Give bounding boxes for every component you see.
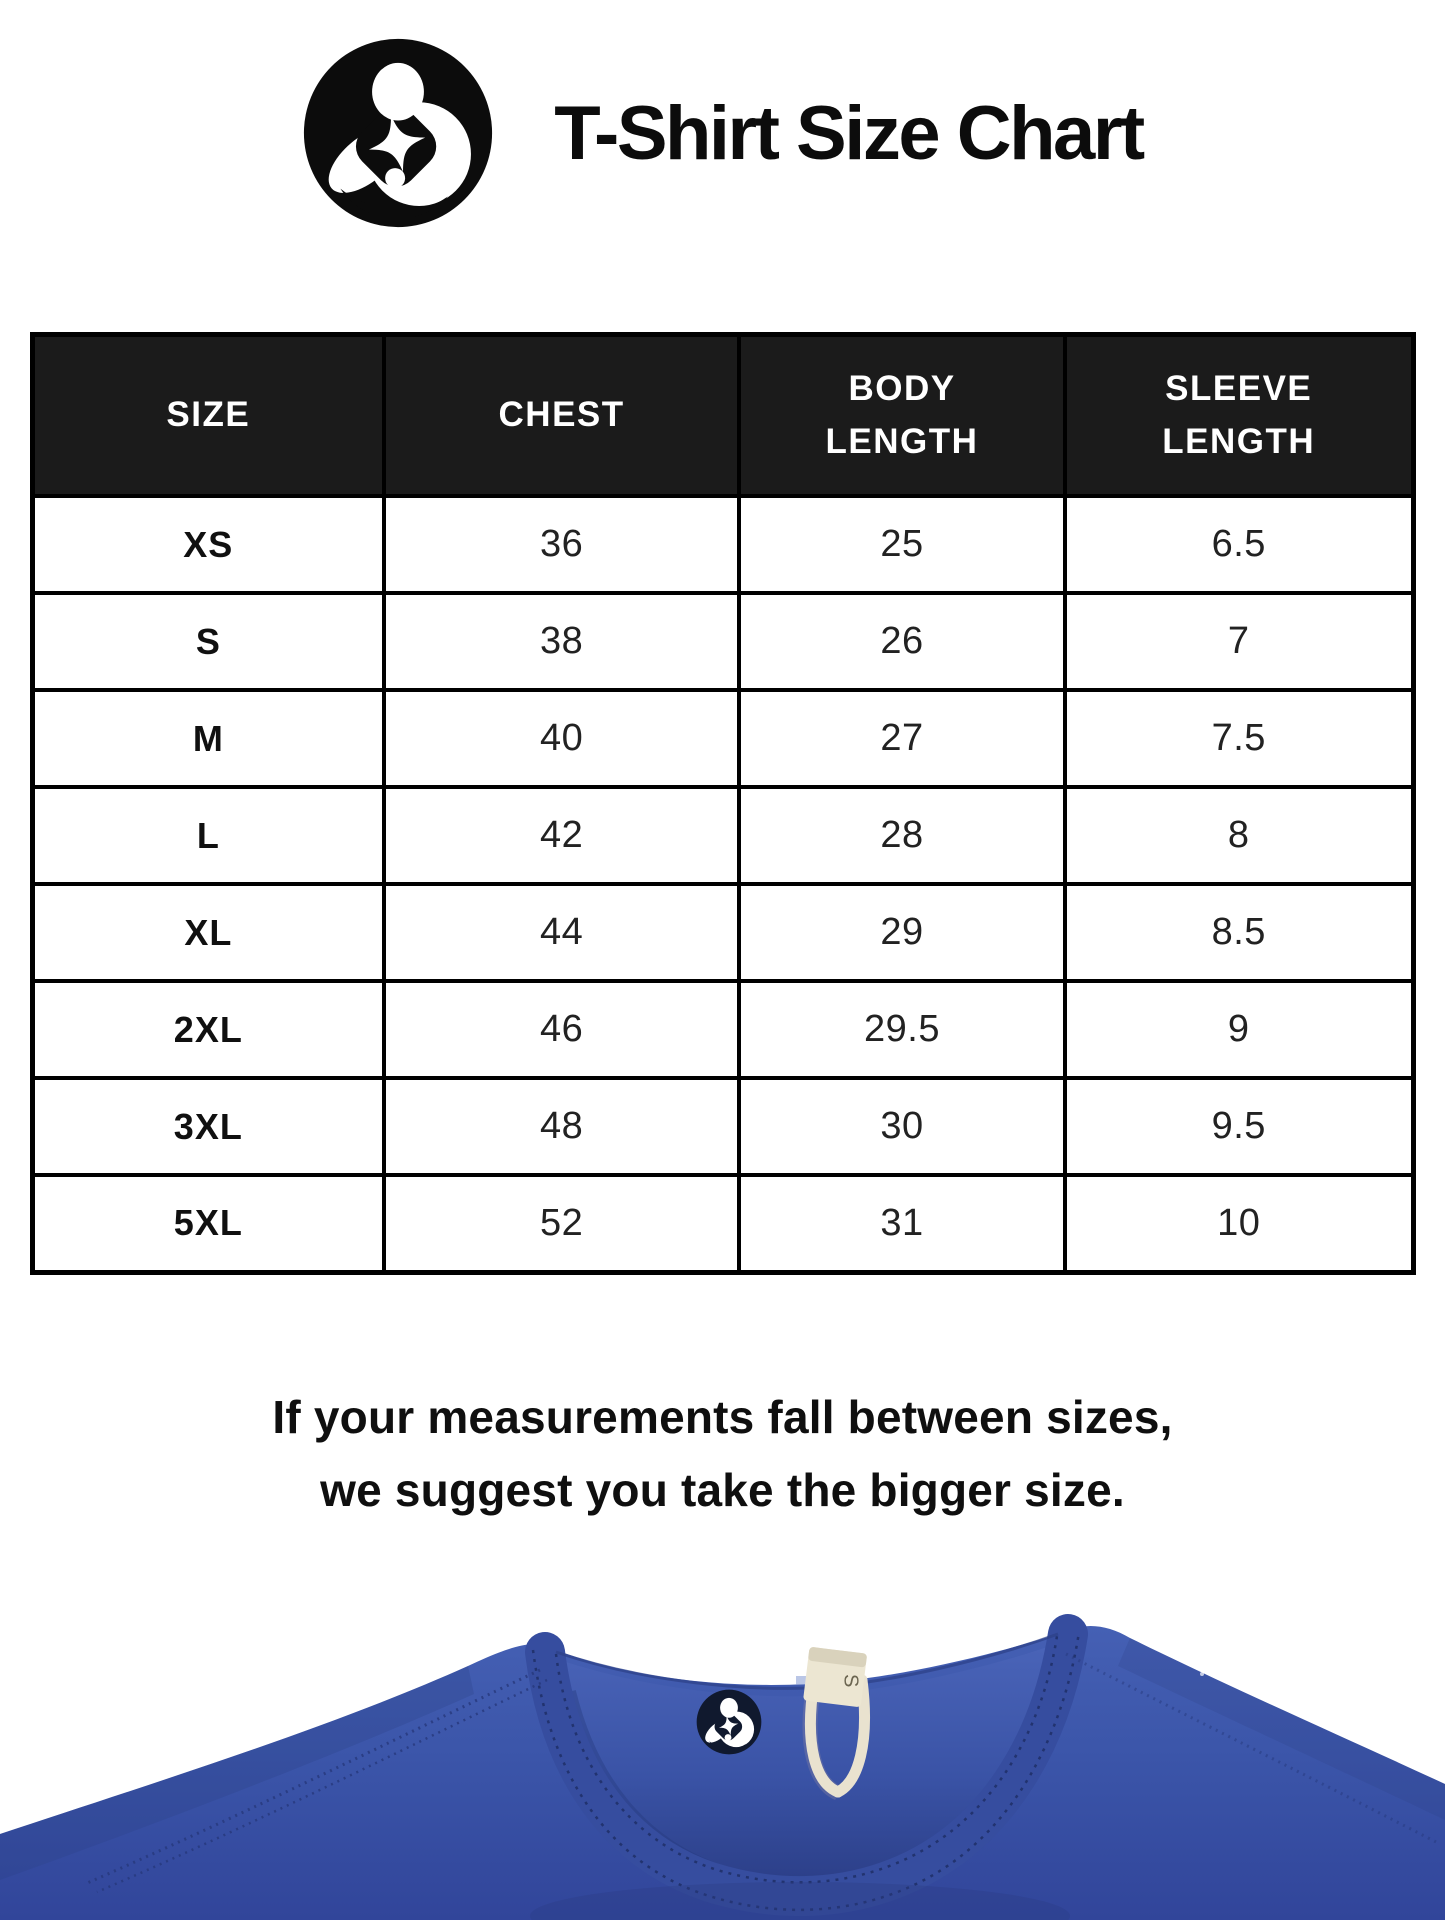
sizing-note-line1: If your measurements fall between sizes, [272, 1390, 1173, 1443]
sleeve-length-cell: 8.5 [1065, 884, 1413, 981]
column-header-size: SIZE [32, 335, 384, 497]
sleeve-length-cell: 9.5 [1065, 1078, 1413, 1175]
chest-cell: 52 [384, 1175, 739, 1272]
sleeve-length-cell: 10 [1065, 1175, 1413, 1272]
size-cell: XL [32, 884, 384, 981]
page-title: T-Shirt Size Chart [554, 90, 1143, 176]
chest-cell: 42 [384, 787, 739, 884]
table-header-row [32, 335, 1413, 497]
body-length-cell: 28 [739, 787, 1065, 884]
table-row [32, 981, 1413, 1078]
size-cell: XS [32, 496, 384, 593]
lint-speck [1133, 1621, 1138, 1626]
body-length-cell: 31 [739, 1175, 1065, 1272]
sleeve-length-cell: 8 [1065, 787, 1413, 884]
chest-cell: 40 [384, 690, 739, 787]
table-row [32, 884, 1413, 981]
sleeve-length-cell: 7 [1065, 593, 1413, 690]
table-row [32, 690, 1413, 787]
table-row [32, 787, 1413, 884]
sleeve-length-cell: 6.5 [1065, 496, 1413, 593]
sleeve-length-cell: 7.5 [1065, 690, 1413, 787]
body-length-cell: 25 [739, 496, 1065, 593]
chest-cell: 46 [384, 981, 739, 1078]
body-length-cell: 27 [739, 690, 1065, 787]
size-cell: L [32, 787, 384, 884]
body-length-cell: 29.5 [739, 981, 1065, 1078]
body-length-cell: 30 [739, 1078, 1065, 1175]
table-row [32, 593, 1413, 690]
chest-cell: 48 [384, 1078, 739, 1175]
column-header-body-length: BODY LENGTH [739, 335, 1065, 497]
table-row [32, 1175, 1413, 1272]
brand-header [0, 0, 1445, 230]
sizing-note-line2: we suggest you take the bigger size. [320, 1464, 1125, 1517]
chest-cell: 38 [384, 593, 739, 690]
sleeve-length-cell: 9 [1065, 981, 1413, 1078]
table-row [32, 1078, 1413, 1175]
size-cell: 3XL [32, 1078, 384, 1175]
lint-speck [1200, 1672, 1204, 1676]
collar-logo-tag-icon [697, 1689, 762, 1754]
brand-logo-icon [302, 37, 494, 229]
body-length-cell: 26 [739, 593, 1065, 690]
size-cell: 2XL [32, 981, 384, 1078]
size-cell: M [32, 690, 384, 787]
hang-tag-size-letter: S [839, 1673, 862, 1688]
tshirt-collar-photo [0, 1532, 1445, 1920]
size-cell: S [32, 593, 384, 690]
size-chart-table [30, 332, 1416, 1275]
size-cell: 5XL [32, 1175, 384, 1272]
chest-cell: 36 [384, 496, 739, 593]
column-header-sleeve-length: SLEEVE LENGTH [1065, 335, 1413, 497]
sizing-note [0, 1381, 1445, 1528]
chest-cell: 44 [384, 884, 739, 981]
column-header-chest: CHEST [384, 335, 739, 497]
body-length-cell: 29 [739, 884, 1065, 981]
table-row [32, 496, 1413, 593]
